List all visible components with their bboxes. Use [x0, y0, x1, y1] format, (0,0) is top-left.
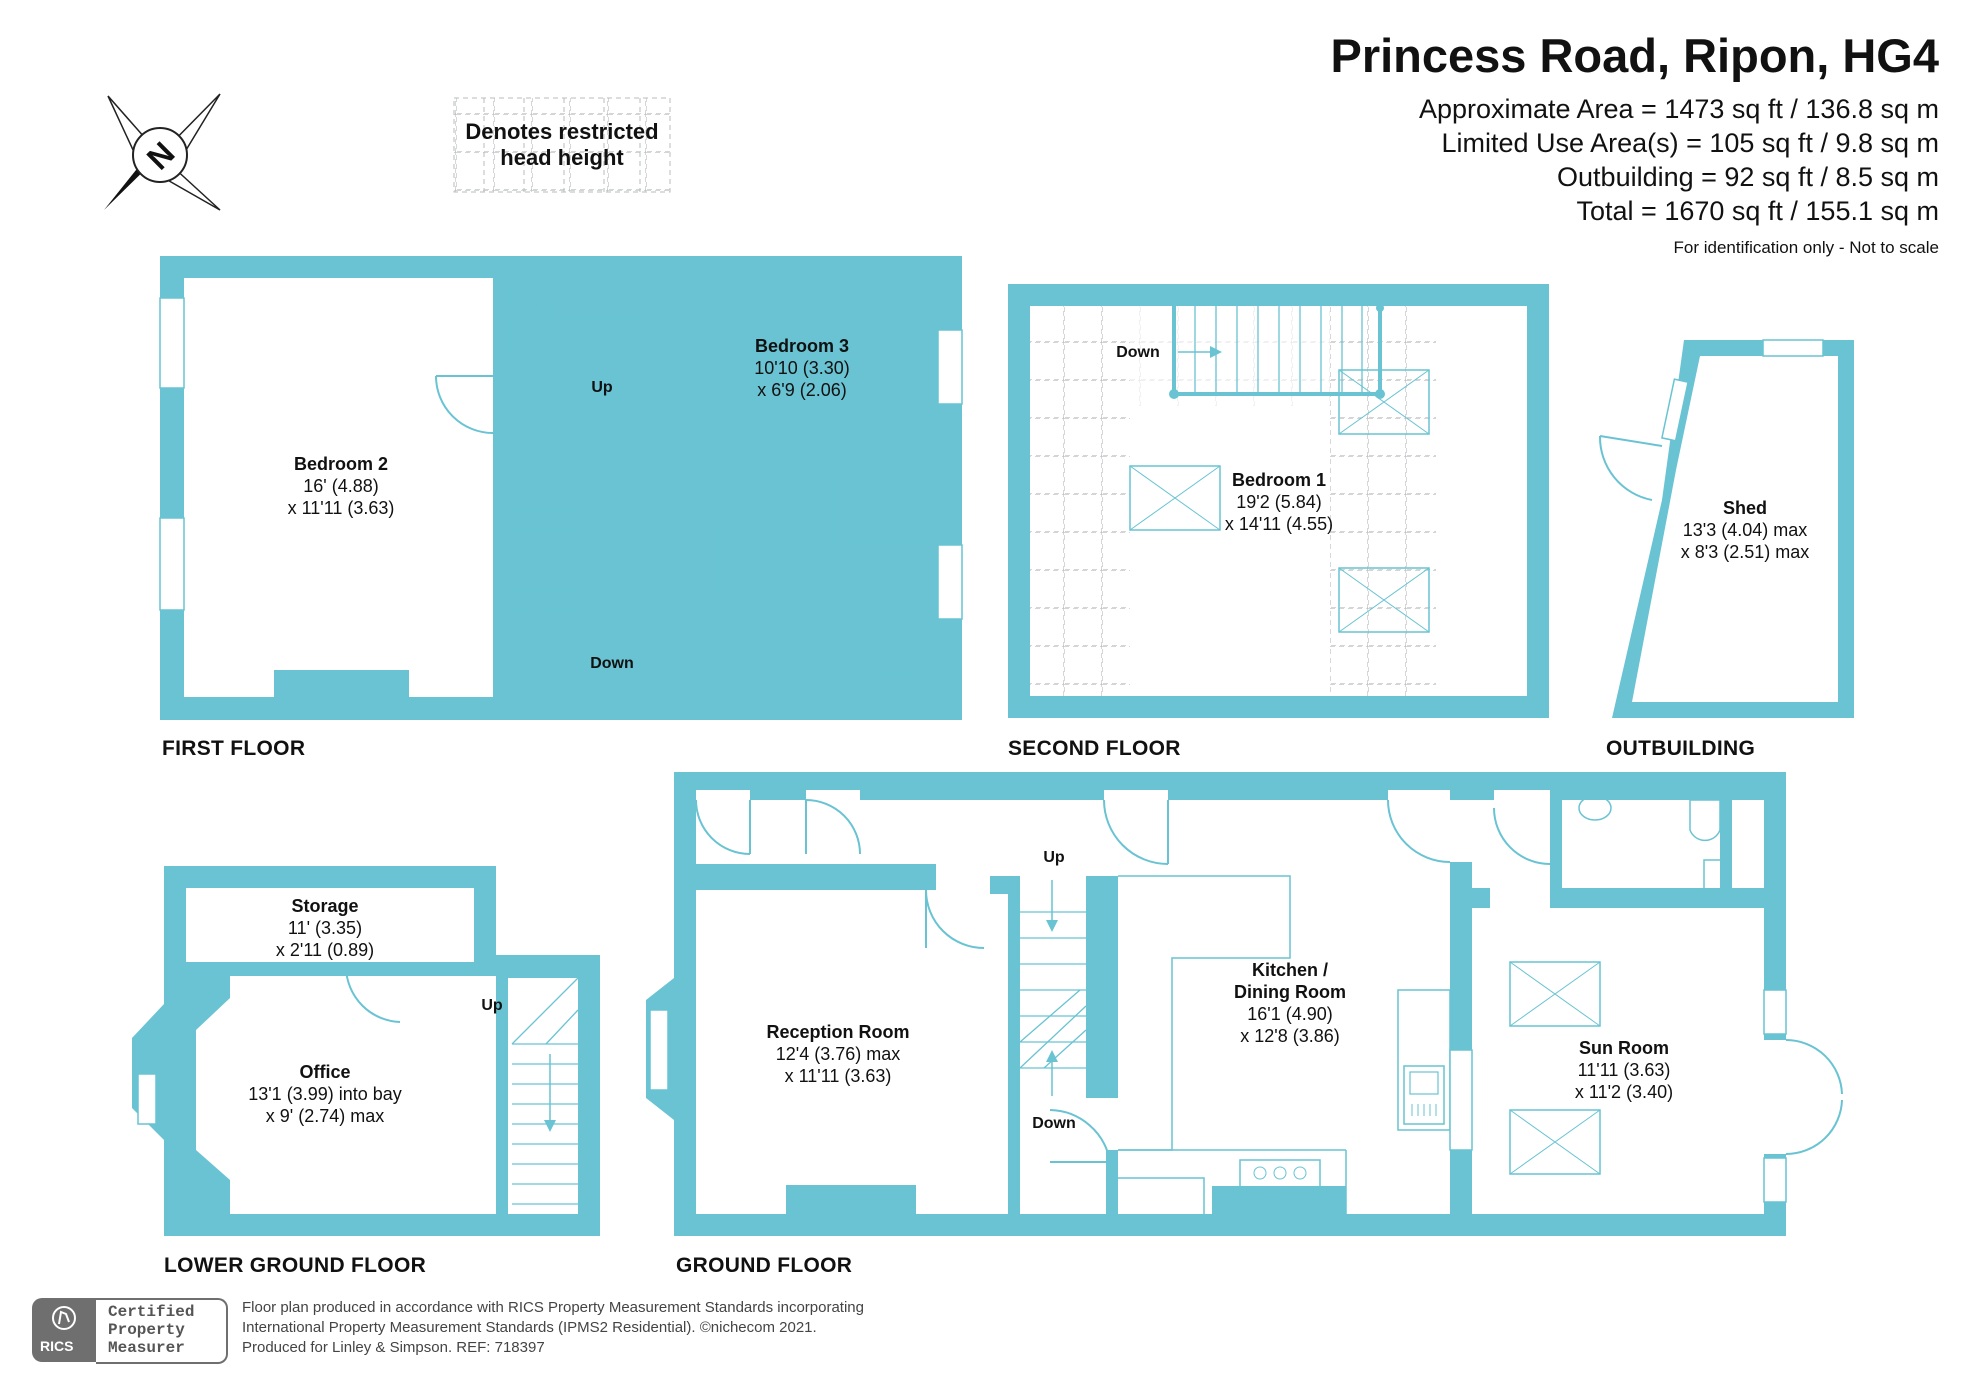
legend-line2: head height: [500, 145, 624, 170]
stair-down-label: Down: [590, 655, 634, 672]
ground-floor-plan: [646, 772, 1842, 1277]
footer-line1: Floor plan produced in accordance with RICS Property Measurement Standards incorporating: [242, 1299, 864, 1316]
room-name-kitchen-1: Kitchen /: [1251, 960, 1329, 980]
room-dim-bedroom1-b: x 14'11 (4.55): [1224, 514, 1334, 534]
room-dim-bedroom2-a: 16' (4.88): [303, 476, 379, 496]
room-name-bedroom2: Bedroom 2: [293, 454, 389, 474]
room-dim-bedroom2-b: x 11'11 (3.63): [287, 498, 395, 518]
area-outbuilding: Outbuilding = 92 sq ft / 8.5 sq m: [1557, 162, 1939, 192]
floor-label-outbuilding: OUTBUILDING: [1606, 737, 1756, 760]
second-floor-plan: [1008, 284, 1549, 760]
floor-label-second: SECOND FLOOR: [1008, 737, 1181, 760]
room-dim-shed-a: 13'3 (4.04) max: [1682, 520, 1808, 540]
stair-up-label-ground: Up: [1043, 849, 1065, 866]
compass-icon: [104, 94, 220, 210]
compass-letter: N: [139, 134, 182, 177]
rics-badge: [32, 1298, 228, 1364]
room-dim-kitchen-a: 16'1 (4.90): [1247, 1004, 1333, 1024]
floor-label-lower-ground: LOWER GROUND FLOOR: [164, 1254, 427, 1277]
room-name-sunroom: Sun Room: [1579, 1038, 1669, 1058]
room-dim-office-a: 13'1 (3.99) into bay: [248, 1084, 402, 1104]
room-dim-reception-b: x 11'11 (3.63): [784, 1066, 892, 1086]
stair-up-label-lg: Up: [481, 997, 503, 1014]
room-dim-shed-b: x 8'3 (2.51) max: [1680, 542, 1810, 562]
rics-line1: Certified: [108, 1303, 195, 1321]
room-name-storage: Storage: [291, 896, 359, 916]
footer-note: [242, 1298, 864, 1358]
stair-down-label-2nd: Down: [1116, 344, 1160, 361]
room-dim-sunroom-a: 11'11 (3.63): [1577, 1060, 1671, 1080]
legend-line1: Denotes restricted: [465, 119, 659, 144]
first-floor-plan: [160, 256, 962, 760]
stair-down-label-ground: Down: [1032, 1115, 1076, 1132]
footer-line3: Produced for Linley & Simpson. REF: 718397: [242, 1339, 545, 1356]
stair-up-label: Up: [591, 379, 613, 396]
rics-certified-text: [96, 1298, 228, 1364]
rics-logo-icon: [32, 1298, 96, 1362]
restricted-height-legend: [454, 98, 670, 192]
room-dim-storage-a: 11' (3.35): [287, 918, 363, 938]
room-dim-kitchen-b: x 12'8 (3.86): [1240, 1026, 1340, 1046]
room-dim-office-b: x 9' (2.74) max: [265, 1106, 385, 1126]
room-dim-bedroom3-b: x 6'9 (2.06): [757, 380, 847, 400]
room-dim-bedroom1-a: 19'2 (5.84): [1236, 492, 1322, 512]
room-name-bedroom1: Bedroom 1: [1231, 470, 1327, 490]
footer-line2: International Property Measurement Standards (IPMS2 Residential). ©nichecom 2021.: [242, 1319, 817, 1336]
floor-label-ground: GROUND FLOOR: [676, 1254, 853, 1277]
area-limited: Limited Use Area(s) = 105 sq ft / 9.8 sq m: [1441, 128, 1939, 158]
room-dim-reception-a: 12'4 (3.76) max: [775, 1044, 901, 1064]
room-name-bedroom3: Bedroom 3: [754, 336, 850, 356]
room-dim-sunroom-b: x 11'2 (3.40): [1574, 1082, 1674, 1102]
floor-label-first: FIRST FLOOR: [162, 737, 306, 760]
area-total: Total = 1670 sq ft / 155.1 sq m: [1576, 196, 1939, 226]
room-dim-storage-b: x 2'11 (0.89): [275, 940, 375, 960]
outbuilding-plan: [1600, 340, 1854, 760]
room-dim-bedroom3-a: 10'10 (3.30): [754, 358, 850, 378]
lower-ground-floor-plan: [132, 866, 600, 1277]
disclaimer: For identification only - Not to scale: [1673, 238, 1939, 257]
room-name-reception: Reception Room: [766, 1022, 910, 1042]
rics-line3: Measurer: [108, 1339, 185, 1357]
room-name-office: Office: [299, 1062, 351, 1082]
rics-word: RICS: [40, 1338, 74, 1354]
room-name-shed: Shed: [1722, 498, 1768, 518]
rics-line2: Property: [108, 1321, 185, 1339]
area-approx: Approximate Area = 1473 sq ft / 136.8 sq m: [1418, 94, 1939, 124]
room-name-kitchen-2: Dining Room: [1234, 982, 1346, 1002]
page-title: Princess Road, Ripon, HG4: [1330, 29, 1939, 82]
